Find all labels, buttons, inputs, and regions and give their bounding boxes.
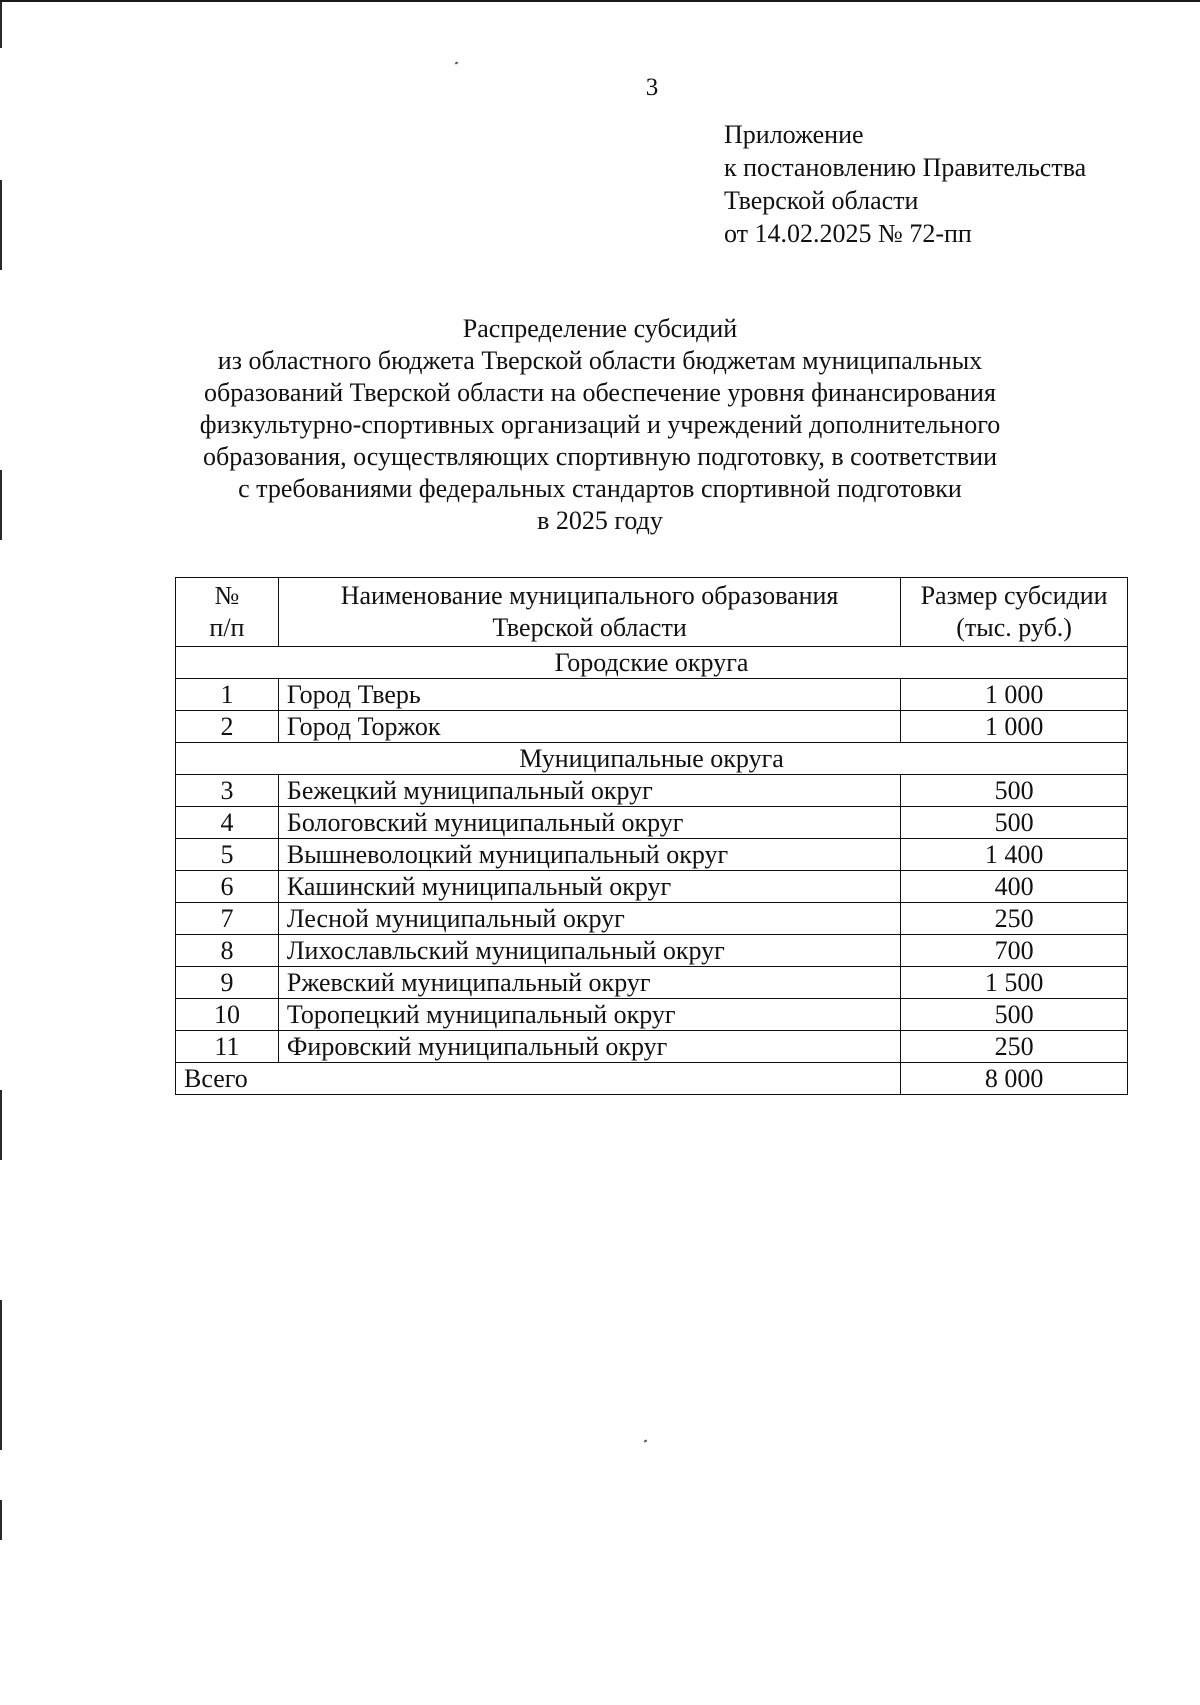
header-number	[176, 578, 279, 647]
table-row	[176, 903, 1128, 935]
title-line: физкультурно-спортивных организаций и учреждений дополнительного	[199, 410, 1001, 439]
row-number: 5	[176, 839, 279, 871]
row-municipality: Фировский муниципальный округ	[278, 1031, 900, 1063]
appendix-line: Приложение	[724, 120, 864, 149]
row-number: 3	[176, 775, 279, 807]
scan-edge-mark	[0, 1300, 2, 1450]
row-number: 11	[176, 1031, 279, 1063]
table-row	[176, 775, 1128, 807]
row-number: 4	[176, 807, 279, 839]
header-number-line: п/п	[209, 613, 245, 642]
appendix-line: Тверской области	[724, 186, 919, 215]
header-amount-line: (тыс. руб.)	[956, 613, 1072, 642]
row-amount: 250	[901, 903, 1128, 935]
subsidy-table	[175, 577, 1128, 1095]
scan-edge-mark	[0, 470, 2, 540]
table-row	[176, 807, 1128, 839]
scan-top-border	[0, 0, 1200, 2]
page-number: 3	[645, 74, 659, 101]
section-title: Муниципальные округа	[176, 743, 1128, 775]
row-number: 10	[176, 999, 279, 1031]
row-number: 2	[176, 711, 279, 743]
scan-edge-mark	[0, 1090, 2, 1160]
section-title: Городские округа	[176, 647, 1128, 679]
row-amount: 1 400	[901, 839, 1128, 871]
title-line: из областного бюджета Тверской области бюджетам муниципальных	[217, 346, 983, 375]
row-amount: 500	[901, 999, 1128, 1031]
row-amount: 500	[901, 775, 1128, 807]
row-number: 8	[176, 935, 279, 967]
table-row	[176, 999, 1128, 1031]
document-title	[150, 313, 1050, 537]
appendix-line: к постановлению Правительства	[724, 153, 1087, 182]
table-row	[176, 711, 1128, 743]
row-amount: 1 000	[901, 679, 1128, 711]
title-line: с требованиями федеральных стандартов спортивной подготовки	[238, 474, 962, 503]
title-line: образований Тверской области на обеспечение уровня финансирования	[204, 378, 996, 407]
row-municipality: Бологовский муниципальный округ	[278, 807, 900, 839]
total-amount: 8 000	[901, 1063, 1128, 1095]
row-number: 7	[176, 903, 279, 935]
title-line: образования, осуществляющих спортивную подготовку, в соответствии	[202, 442, 998, 471]
row-number: 1	[176, 679, 279, 711]
row-municipality: Ржевский муниципальный округ	[278, 967, 900, 999]
header-name-line: Наименование муниципального образования	[340, 581, 839, 610]
row-amount: 250	[901, 1031, 1128, 1063]
scan-speck	[455, 61, 459, 64]
scan-edge-mark	[0, 180, 2, 270]
table-row	[176, 871, 1128, 903]
table-header-row	[176, 578, 1128, 647]
row-municipality: Бежецкий муниципальный округ	[278, 775, 900, 807]
row-municipality: Лихославльский муниципальный округ	[278, 935, 900, 967]
row-number: 6	[176, 871, 279, 903]
table-row	[176, 967, 1128, 999]
appendix-block	[724, 118, 1086, 250]
row-amount: 1 500	[901, 967, 1128, 999]
total-row	[176, 1063, 1128, 1095]
table-body	[176, 647, 1128, 1095]
table-row	[176, 679, 1128, 711]
table-row	[176, 935, 1128, 967]
row-amount: 1 000	[901, 711, 1128, 743]
row-municipality: Лесной муниципальный округ	[278, 903, 900, 935]
row-amount: 500	[901, 807, 1128, 839]
appendix-line: от 14.02.2025 № 72-пп	[724, 219, 972, 248]
scan-edge-mark	[0, 2, 2, 48]
section-row	[176, 743, 1128, 775]
row-municipality: Вышневолоцкий муниципальный округ	[278, 839, 900, 871]
header-name-line: Тверской области	[492, 613, 687, 642]
header-number-line: №	[214, 581, 240, 610]
row-municipality: Город Торжок	[278, 711, 900, 743]
scan-speck	[644, 1439, 648, 1442]
title-line: в 2025 году	[537, 506, 663, 535]
table-row	[176, 839, 1128, 871]
row-municipality: Торопецкий муниципальный округ	[278, 999, 900, 1031]
header-name	[278, 578, 900, 647]
header-amount-line: Размер субсидии	[920, 581, 1108, 610]
row-number: 9	[176, 967, 279, 999]
row-amount: 400	[901, 871, 1128, 903]
row-municipality: Кашинский муниципальный округ	[278, 871, 900, 903]
table-row	[176, 1031, 1128, 1063]
scan-edge-mark	[0, 1500, 2, 1540]
title-line: Распределение субсидий	[462, 314, 738, 343]
row-amount: 700	[901, 935, 1128, 967]
total-label: Всего	[176, 1063, 901, 1095]
row-municipality: Город Тверь	[278, 679, 900, 711]
section-row	[176, 647, 1128, 679]
header-amount	[901, 578, 1128, 647]
